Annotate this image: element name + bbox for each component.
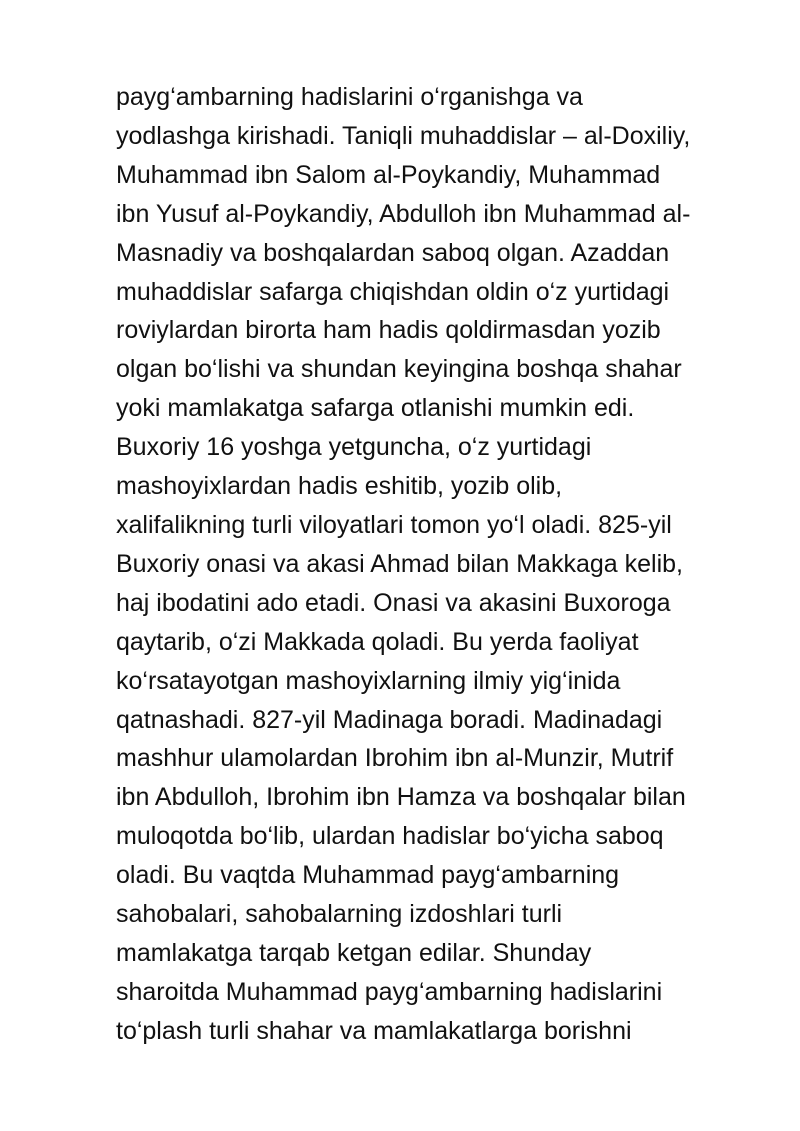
- text-line: roviylardan birorta ham hadis qoldirmasdan yozib: [116, 316, 661, 345]
- text-line: payg‘ambarning hadislarini o‘rganishga va: [116, 83, 583, 111]
- text-line: ko‘rsatayotgan mashoyixlarning ilmiy yig‘inida: [116, 666, 621, 695]
- text-line: Muhammad ibn Salom al-Poykandiy, Muhammad: [116, 160, 661, 189]
- text-line: ibn Abdulloh, Ibrohim ibn Hamza va boshqalar bilan: [116, 783, 686, 812]
- text-line: Buxoriy onasi va akasi Ahmad bilan Makkaga kelib,: [116, 549, 683, 578]
- text-line: Masnadiy va boshqalardan saboq olgan. Azaddan: [116, 238, 670, 267]
- text-line: to‘plash turli shahar va mamlakatlarga borishni: [116, 1016, 632, 1045]
- text-line: yoki mamlakatga safarga otlanishi mumkin edi.: [116, 394, 635, 423]
- text-line: xalifalikning turli viloyatlari tomon yo‘l oladi. 825-yil: [116, 510, 672, 539]
- text-line: yodlashga kirishadi. Taniqli muhaddislar – al-Doxiliy,: [116, 121, 691, 150]
- text-line: sharoitda Muhammad payg‘ambarning hadislarini: [116, 977, 663, 1006]
- text-line: olgan bo‘lishi va shundan keyingina boshqa shahar: [116, 355, 682, 384]
- text-line: mashoyixlardan hadis eshitib, yozib olib,: [116, 472, 563, 501]
- text-line: muhaddislar safarga chiqishdan oldin o‘z yurtidagi: [116, 277, 670, 306]
- text-line: Buxoriy 16 yoshga yetguncha, o‘z yurtidagi: [116, 433, 592, 462]
- body-paragraph: [116, 78, 756, 1051]
- text-line: qaytarib, o‘zi Makkada qoladi. Bu yerda faoliyat: [116, 627, 639, 656]
- text-line: oladi. Bu vaqtda Muhammad payg‘ambarning: [116, 861, 620, 890]
- text-line: mamlakatga tarqab ketgan edilar. Shunday: [116, 938, 592, 967]
- text-line: ibn Yusuf al-Poykandiy, Abdulloh ibn Muhammad al-: [116, 199, 691, 228]
- text-line: haj ibodatini ado etadi. Onasi va akasini Buxoroga: [116, 588, 671, 617]
- text-line: qatnashadi. 827-yil Madinaga boradi. Madinadagi: [116, 705, 663, 734]
- text-line: sahobalari, sahobalarning izdoshlari turli: [116, 900, 563, 929]
- text-line: mashhur ulamolardan Ibrohim ibn al-Munzir, Mutrif: [116, 744, 674, 773]
- text-line: muloqotda bo‘lib, ulardan hadislar bo‘yicha saboq: [116, 822, 664, 851]
